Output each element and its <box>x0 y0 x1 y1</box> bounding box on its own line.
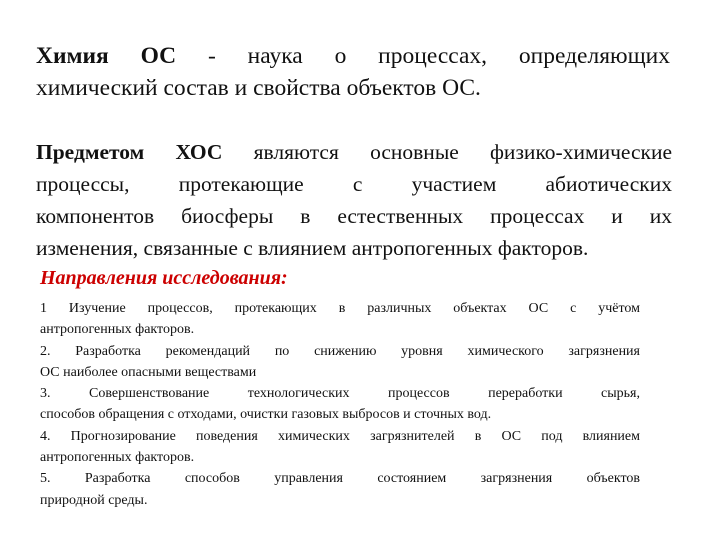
research-item-line: антропогенных факторов. <box>40 322 195 338</box>
subject-line-2: процессы, протекающие с участием абиотических <box>36 172 672 196</box>
subject-line-1 <box>36 136 672 168</box>
research-item-line: 2. Разработка рекомендаций по снижению уровня химического загрязнения <box>40 343 640 359</box>
research-item-line: 4. Прогнозирование поведения химических загрязнителей в ОС под влиянием <box>40 428 640 444</box>
subject-line-4: изменения, связанные с влиянием антропогенных факторов. <box>36 236 589 260</box>
research-item-line: 1 Изучение процессов, протекающих в различных объектах ОС с учётом <box>40 301 640 316</box>
research-item <box>40 383 640 426</box>
definition-line-1-text: - наука о процессах, определяющих <box>176 43 670 69</box>
definition-line-1 <box>36 40 670 72</box>
research-item <box>40 426 640 469</box>
research-heading: Направления исследования: <box>40 267 288 289</box>
research-item-line: антропогенных факторов. <box>40 450 195 466</box>
definition-term: Химия ОС <box>36 43 177 69</box>
subject-line-3: компонентов биосферы в естественных процессах и их <box>36 204 672 228</box>
subject-paragraph <box>36 136 672 264</box>
subject-line-1-text: являются основные физико-химические <box>222 140 672 164</box>
research-item <box>40 298 640 341</box>
research-item-line: способов обращения с отходами, очистки газовых выбросов и сточных вод. <box>40 407 492 423</box>
research-item <box>40 341 640 384</box>
subject-term: Предметом ХОС <box>36 140 223 164</box>
research-item-line: ОС наиболее опасными веществами <box>40 364 257 380</box>
research-item <box>40 468 640 511</box>
definition-paragraph <box>36 40 670 104</box>
research-item-line: 3. Совершенствование технологических процессов переработки сырья, <box>40 386 640 402</box>
research-item-line: 5. Разработка способов управления состоянием загрязнения объектов <box>40 471 640 487</box>
definition-line-2: химический состав и свойства объектов ОС. <box>36 75 481 101</box>
research-item-line: природной среды. <box>40 492 148 508</box>
research-list <box>40 298 640 511</box>
